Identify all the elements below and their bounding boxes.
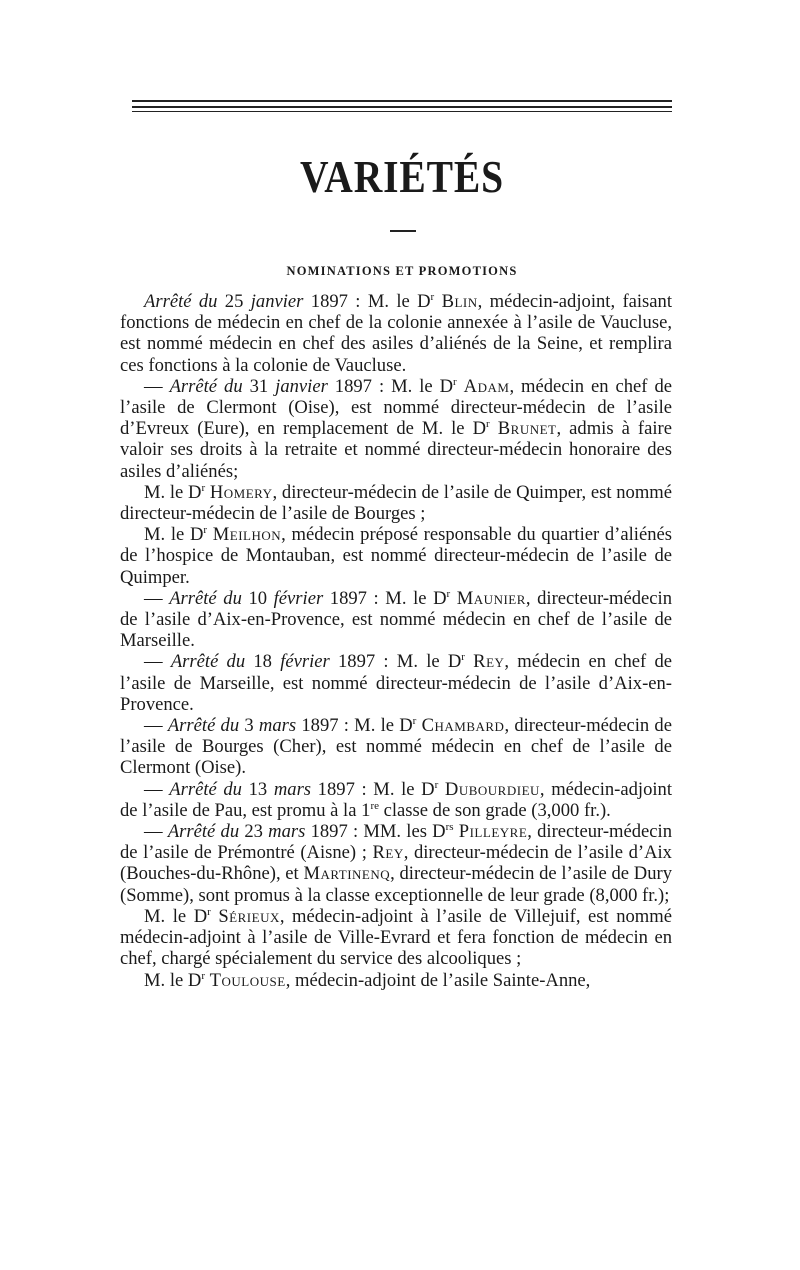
text-run: 1897 : M. le D: [311, 778, 435, 800]
person-name: Adam: [463, 375, 510, 397]
superscript: r: [207, 905, 211, 918]
text-run: —: [144, 778, 170, 800]
text-run: —: [144, 587, 170, 609]
superscript: r: [486, 418, 490, 431]
text-run: classe de son grade (3,000 fr.).: [378, 799, 611, 821]
text-run: Arrêté du: [169, 778, 242, 800]
text-run: Arrêté du: [167, 821, 240, 843]
text-run: [438, 779, 445, 800]
text-run: , directeur-médecin de l’asile de Bourges (Cher), est nommé médecin en chef de l’asile de Clermont (Oise).: [120, 715, 672, 779]
text-run: février: [280, 651, 330, 673]
superscript: r: [453, 375, 457, 388]
person-name: Chambard: [421, 715, 505, 737]
text-run: février: [273, 587, 324, 609]
text-run: , médecin préposé responsable du quartier d’aliénés de l’hospice de Montauban, est nommé directeur-médecin de l’asile de Quimper.: [120, 524, 672, 588]
text-run: M. le D: [144, 969, 202, 991]
text-run: mars: [268, 821, 306, 843]
text-run: —: [144, 715, 168, 737]
superscript: rs: [445, 820, 454, 833]
text-run: 1897 : M. le D: [327, 375, 454, 397]
paragraph: [120, 524, 672, 588]
person-name: Rey: [473, 651, 505, 673]
paragraph: [120, 906, 672, 970]
text-run: 18: [245, 651, 281, 673]
text-run: —: [144, 651, 171, 673]
text-run: —: [144, 821, 168, 843]
text-run: [465, 651, 473, 672]
header-rule: [132, 100, 672, 102]
person-name: Pilleyre: [458, 821, 528, 843]
paragraph: [120, 715, 672, 779]
person-name: Rey: [372, 842, 404, 864]
person-name: Martinenq: [303, 863, 391, 885]
article-body: [120, 291, 672, 991]
text-run: [450, 588, 457, 609]
paragraph: [120, 376, 672, 482]
person-name: Meilhon: [212, 524, 282, 546]
superscript: re: [370, 799, 379, 812]
text-run: , directeur-médecin de l’asile d’Aix-en-Provence, est nommé médecin en chef de l’asile de Marseille.: [120, 587, 673, 652]
superscript: r: [461, 651, 465, 664]
paragraph: [120, 482, 672, 524]
person-name: Brunet: [497, 418, 557, 440]
paragraph: [120, 588, 672, 652]
person-name: Sérieux: [218, 905, 280, 927]
person-name: Toulouse: [209, 969, 286, 991]
text-run: mars: [273, 778, 312, 800]
text-run: Arrêté du: [169, 375, 243, 397]
superscript: r: [430, 290, 435, 303]
text-run: 1897 : M. le D: [303, 291, 431, 312]
header-rule: [132, 111, 672, 112]
text-run: 1897 : MM. les D: [305, 821, 446, 843]
paragraph: [120, 651, 672, 715]
text-run: 31: [242, 375, 276, 397]
text-run: janvier: [275, 375, 328, 397]
person-name: Blin: [441, 291, 478, 312]
superscript: r: [201, 481, 206, 494]
text-run: , médecin en chef de l’asile de Marseille, est nommé directeur-médecin de l’asile d’Aix-en-Provence.: [120, 651, 673, 715]
text-run: , directeur-médecin de l’asile de Dury (Somme), sont promus à la classe exceptionnelle de leur grade (8,000 fr.);: [120, 863, 672, 906]
text-run: Arrêté du: [170, 651, 246, 673]
person-name: Dubourdieu: [444, 778, 540, 800]
section-subtitle: NOMINATIONS ET PROMOTIONS: [286, 264, 518, 278]
superscript: r: [412, 714, 417, 727]
text-run: , directeur-médecin de l’asile d’Aix (Bouches-du-Rhône), et: [120, 842, 672, 885]
text-run: 1897 : M. le D: [323, 587, 447, 609]
text-run: [490, 418, 498, 439]
text-run: 3: [239, 715, 259, 737]
page-title: VARIÉTÉS: [299, 151, 505, 202]
paragraph: [120, 779, 672, 821]
text-run: , admis à faire valoir ses droits à la retraite et nommé directeur-médecin honoraire des asiles d’aliénés;: [120, 418, 672, 482]
header-rule: [132, 106, 672, 108]
text-run: Arrêté du: [167, 715, 240, 737]
text-run: , directeur-médecin de l’asile de Prémontré (Aisne) ;: [120, 821, 672, 864]
text-run: , médecin en chef de l’asile de Clermont (Oise), est nommé directeur-médecin de l’asile d’Evreux (Eure), en remplacement de M. le D: [120, 375, 673, 440]
text-run: [434, 291, 441, 312]
text-run: 1897 : M. le D: [296, 715, 413, 737]
text-run: 1897 : M. le D: [329, 651, 462, 673]
text-run: —: [144, 375, 170, 397]
paragraph: [120, 821, 672, 906]
text-run: 13: [241, 778, 274, 800]
text-run: 25: [217, 291, 251, 312]
superscript: r: [446, 587, 451, 600]
text-run: , médecin-adjoint de l’asile de Pau, est promu à la 1: [120, 778, 673, 821]
text-run: , médecin-adjoint, faisant fonctions de médecin en chef de la colonie annexée à l’asile de Vaucluse, est nommé médecin en chef des asiles d’aliénés de la Seine, et remplira ces fonctions à la colonie de Vaucluse.: [120, 291, 673, 376]
text-run: , médecin-adjoint de l’asile Sainte-Anne,: [285, 969, 591, 991]
superscript: r: [203, 524, 208, 537]
text-run: mars: [258, 715, 297, 737]
text-run: M. le D: [144, 481, 202, 503]
text-run: Arrêté du: [144, 291, 218, 312]
paragraph: [120, 291, 672, 376]
text-run: M. le D: [144, 524, 204, 546]
superscript: r: [434, 778, 439, 791]
text-run: janvier: [250, 291, 304, 312]
text-run: , directeur-médecin de l’asile de Quimper, est nommé directeur-médecin de l’asile de Bourges ;: [120, 481, 673, 525]
text-run: 23: [239, 821, 269, 843]
text-run: M. le D: [144, 905, 208, 927]
text-run: [457, 376, 464, 397]
person-name: Homery: [209, 481, 273, 503]
person-name: Maunier: [456, 587, 526, 609]
title-divider: [390, 230, 416, 232]
text-run: Arrêté du: [169, 587, 242, 609]
text-run: , médecin-adjoint à l’asile de Villejuif, est nommé médecin-adjoint à l’asile de Ville-Evrard et fera fonction de médecin en chef, chargé spécialement du service des alcooliques ;: [120, 905, 672, 970]
paragraph: [120, 970, 672, 991]
superscript: r: [201, 969, 205, 982]
text-run: 10: [241, 587, 274, 609]
